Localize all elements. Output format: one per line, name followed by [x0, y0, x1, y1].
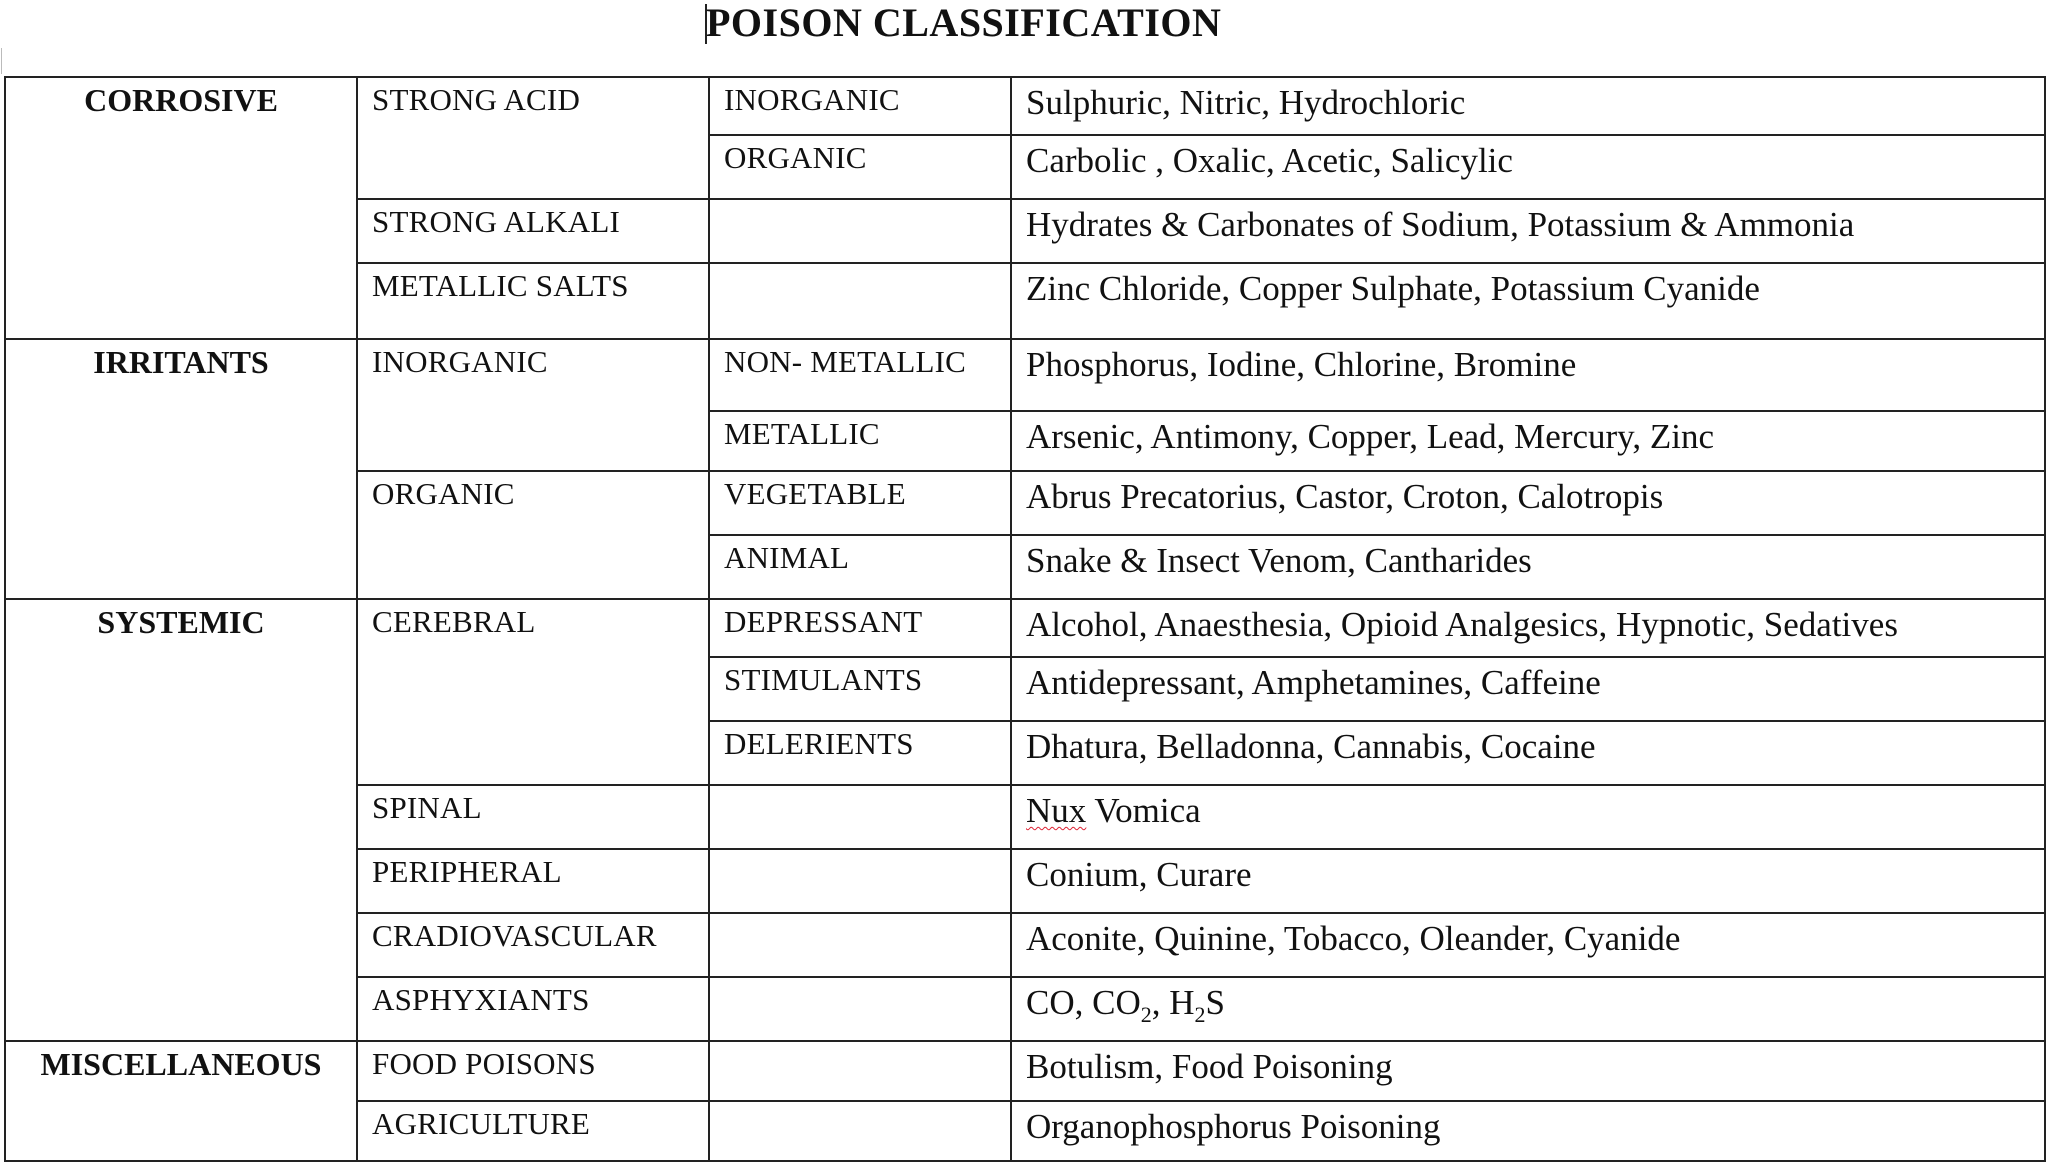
- examples-cell: [1011, 785, 2045, 849]
- document-title: POISON CLASSIFICATION: [706, 0, 1222, 45]
- examples-cell: Conium, Curare: [1011, 849, 2045, 913]
- subtype-cell: VEGETABLE: [709, 471, 1011, 535]
- table-row: [5, 1041, 2045, 1101]
- examples-cell: Carbolic , Oxalic, Acetic, Salicylic: [1011, 135, 2045, 199]
- type-cell: STRONG ACID: [357, 77, 709, 199]
- examples-text: CO, CO: [1026, 983, 1141, 1022]
- examples-cell: Abrus Precatorius, Castor, Croton, Calotropis: [1011, 471, 2045, 535]
- page-margin-marker: [1, 48, 2, 74]
- subtype-cell: METALLIC: [709, 411, 1011, 471]
- table-row: [5, 339, 2045, 411]
- examples-cell: Dhatura, Belladonna, Cannabis, Cocaine: [1011, 721, 2045, 785]
- examples-cell: Aconite, Quinine, Tobacco, Oleander, Cyanide: [1011, 913, 2045, 977]
- subtype-cell: DELERIENTS: [709, 721, 1011, 785]
- examples-cell: Phosphorus, Iodine, Chlorine, Bromine: [1011, 339, 2045, 411]
- type-cell: STRONG ALKALI: [357, 199, 709, 263]
- examples-cell: Botulism, Food Poisoning: [1011, 1041, 2045, 1101]
- type-cell: ORGANIC: [357, 471, 709, 599]
- subtype-cell: [709, 199, 1011, 263]
- subtype-cell: STIMULANTS: [709, 657, 1011, 721]
- subtype-cell: [709, 1041, 1011, 1101]
- subtype-cell: ANIMAL: [709, 535, 1011, 599]
- examples-cell: Arsenic, Antimony, Copper, Lead, Mercury, Zinc: [1011, 411, 2045, 471]
- subtype-cell: [709, 849, 1011, 913]
- examples-cell: Hydrates & Carbonates of Sodium, Potassium & Ammonia: [1011, 199, 2045, 263]
- subtype-cell: ORGANIC: [709, 135, 1011, 199]
- type-cell: CEREBRAL: [357, 599, 709, 785]
- examples-cell: Zinc Chloride, Copper Sulphate, Potassium Cyanide: [1011, 263, 2045, 339]
- table-row: [5, 599, 2045, 657]
- type-cell: ASPHYXIANTS: [357, 977, 709, 1041]
- spellcheck-flagged-word[interactable]: Nux: [1026, 791, 1087, 830]
- subtype-cell: NON- METALLIC: [709, 339, 1011, 411]
- category-cell: MISCELLANEOUS: [5, 1041, 357, 1161]
- examples-cell: Antidepressant, Amphetamines, Caffeine: [1011, 657, 2045, 721]
- category-cell: IRRITANTS: [5, 339, 357, 599]
- subscript: 2: [1140, 1002, 1152, 1027]
- examples-cell: [1011, 977, 2045, 1041]
- type-cell: PERIPHERAL: [357, 849, 709, 913]
- subtype-cell: [709, 1101, 1011, 1161]
- examples-cell: Sulphuric, Nitric, Hydrochloric: [1011, 77, 2045, 135]
- type-cell: AGRICULTURE: [357, 1101, 709, 1161]
- type-cell: CRADIOVASCULAR: [357, 913, 709, 977]
- poison-classification-table: [4, 76, 2046, 1162]
- table-row: [5, 77, 2045, 135]
- category-cell: CORROSIVE: [5, 77, 357, 339]
- category-cell: SYSTEMIC: [5, 599, 357, 1041]
- examples-text: Vomica: [1086, 791, 1201, 830]
- examples-cell: Alcohol, Anaesthesia, Opioid Analgesics, Hypnotic, Sedatives: [1011, 599, 2045, 657]
- examples-cell: Organophosphorus Poisoning: [1011, 1101, 2045, 1161]
- subtype-cell: INORGANIC: [709, 77, 1011, 135]
- type-cell: FOOD POISONS: [357, 1041, 709, 1101]
- type-cell: SPINAL: [357, 785, 709, 849]
- subtype-cell: [709, 913, 1011, 977]
- subtype-cell: [709, 977, 1011, 1041]
- examples-cell: Snake & Insect Venom, Cantharides: [1011, 535, 2045, 599]
- subtype-cell: [709, 785, 1011, 849]
- subtype-cell: DEPRESSANT: [709, 599, 1011, 657]
- type-cell: METALLIC SALTS: [357, 263, 709, 339]
- examples-text: , H: [1151, 983, 1195, 1022]
- subscript: 2: [1194, 1002, 1206, 1027]
- examples-text: S: [1205, 983, 1225, 1022]
- subtype-cell: [709, 263, 1011, 339]
- type-cell: INORGANIC: [357, 339, 709, 471]
